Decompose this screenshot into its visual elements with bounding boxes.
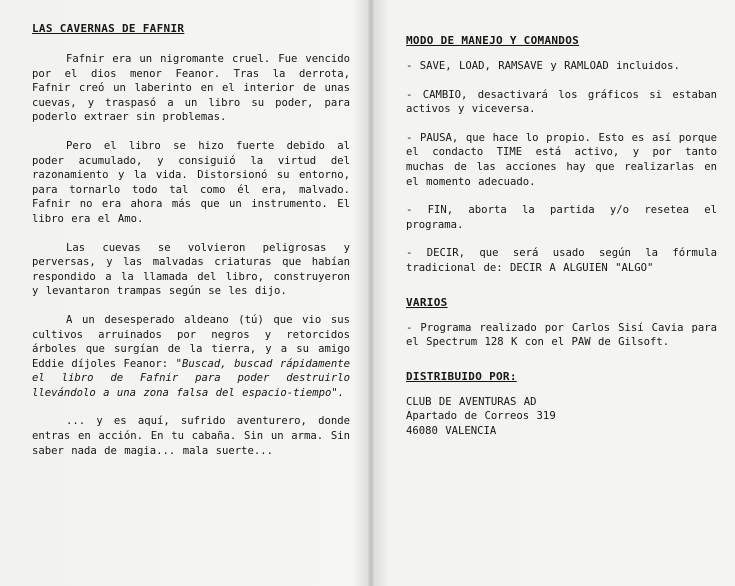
story-title: LAS CAVERNAS DE FAFNIR: [32, 22, 185, 35]
distribution-section: [406, 370, 717, 439]
command-item: - FIN, aborta la partida y/o resetea el programa.: [406, 204, 717, 231]
command-item: - DECIR, que será usado según la fórmula tradicional de: DECIR A ALGUIEN "ALGO": [406, 247, 717, 274]
command-item: - PAUSA, que hace lo propio. Esto es así porque el condacto TIME está activo, y por tanto muchas de las acciones hay que realizarlas en el momento adecuado.: [406, 131, 717, 188]
address-line: Apartado de Correos 319: [406, 410, 556, 423]
address-line: CLUB DE AVENTURAS AD: [406, 395, 537, 408]
feanor-quote: "Buscad, buscad rápidamente el libro de Fafnir para poder destruirlo llevándolo a una zona falsa del espacio-tiempo".: [32, 357, 350, 399]
story-paragraph: ... y es aquí, sufrido aventurero, donde entras en acción. En tu cabaña. Sin un arma. Sin saber nada de magia... mala suerte...: [32, 415, 350, 457]
command-item: - SAVE, LOAD, RAMSAVE y RAMLOAD incluidos.: [406, 60, 680, 72]
varios-section: [406, 296, 717, 350]
address-line: 46080 VALENCIA: [406, 424, 497, 437]
right-page: [374, 0, 735, 439]
left-page: [0, 0, 368, 472]
story-paragraph: [32, 313, 350, 401]
story-paragraph: Fafnir era un nigromante cruel. Fue vencido por el dios menor Feanor. Tras la derrota, Fafnir creó un laberinto en el interior de unas cuevas, y traspasó a un libro su poder, para poderlo extraer sin problemas.: [32, 53, 350, 124]
story-paragraph: Las cuevas se volvieron peligrosas y perversas, y las malvadas criaturas que habían respondido a la llamada del libro, construyeron y levantaron trampas según se les dijo.: [32, 241, 350, 298]
commands-title: MODO DE MANEJO Y COMANDOS: [406, 34, 580, 47]
story-paragraph: Pero el libro se hizo fuerte debido al poder acumulado, y consiguió la virtud del razonamiento y la vida. Distorsionó su entorno, para tornarlo todo tal como él era, malvado. Fafnir no era ahora más que un instrumento. El libro era el Amo.: [32, 139, 350, 225]
distribution-title: DISTRIBUIDO POR:: [406, 369, 517, 383]
varios-title: VARIOS: [406, 295, 448, 309]
varios-text: - Programa realizado por Carlos Sisí Cavia para el Spectrum 128 K con el PAW de Gilsoft.: [406, 321, 717, 349]
command-item: - CAMBIO, desactivará los gráficos si estaban activos y viceversa.: [406, 88, 717, 116]
address-block: [406, 395, 717, 439]
story-paragraph-text: A un desesperado aldeano (tú) que vio sus cultivos arruinados por negros y retorcidos árboles que surgían de la tierra, y a su amigo Eddie díjoles Feanor:: [32, 313, 350, 370]
